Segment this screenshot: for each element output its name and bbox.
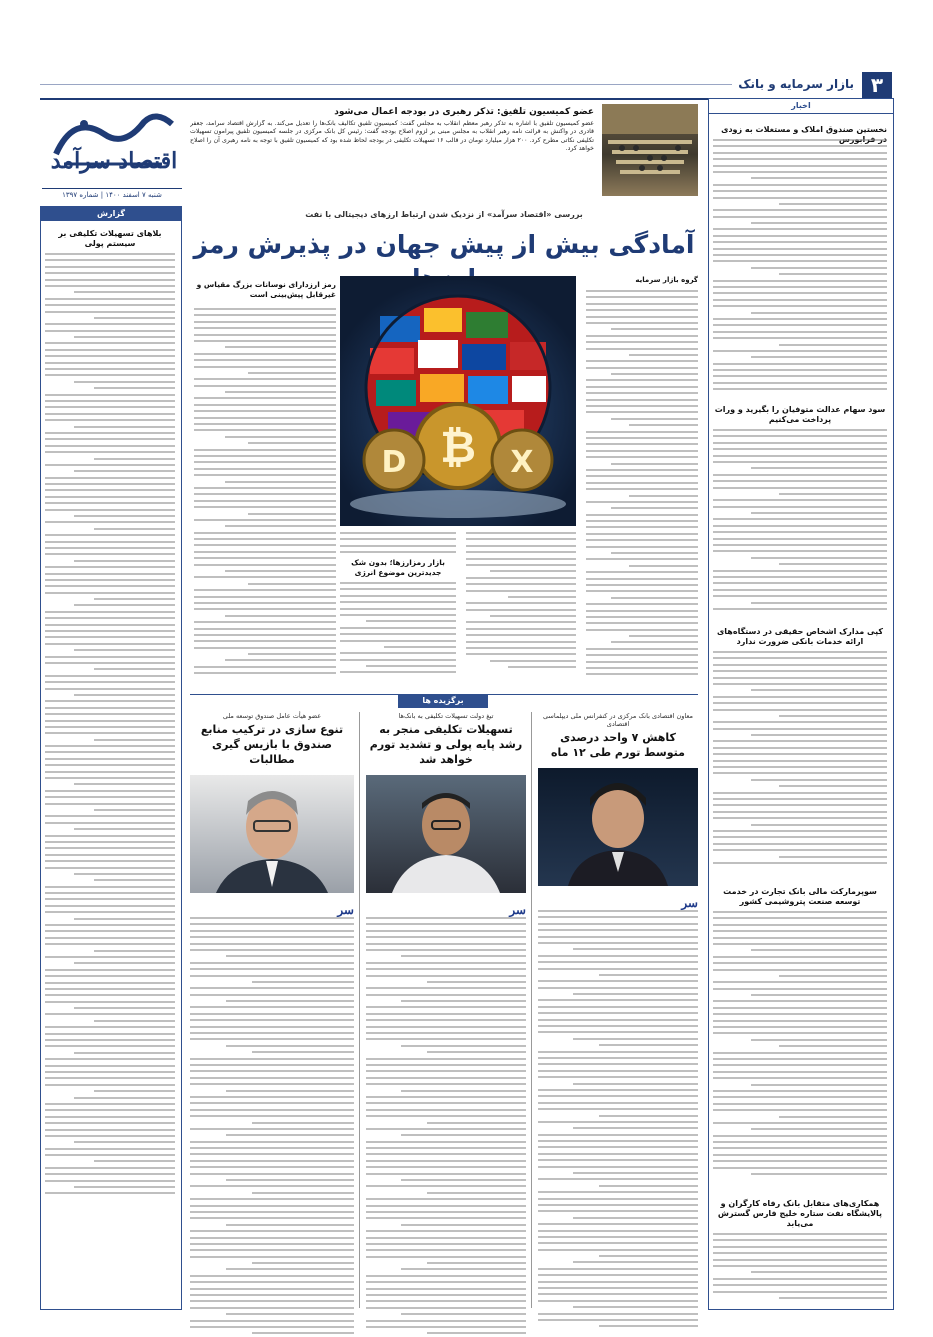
main-story	[190, 206, 698, 686]
featured-kicker: تیغ دولت تسهیلات تکلیفی به بانک‌ها	[398, 712, 494, 720]
featured-body	[538, 910, 698, 1336]
news-column-header: اخبار	[709, 99, 893, 114]
main-body-col-3	[466, 532, 576, 678]
top-story	[190, 104, 698, 200]
featured-body	[190, 917, 354, 1337]
column-divider	[359, 712, 360, 1308]
report-body	[45, 253, 175, 1305]
section-header	[40, 72, 892, 100]
main-headline: آمادگی بیش از پیش جهان در پذیرش رمز	[193, 230, 695, 259]
byline: گروه بازار سرمایه	[635, 276, 698, 284]
main-subhead-1: رمز ارزدارای نوسانات بزرگ مقیاس و غیرقابل پیش‌بینی است	[196, 280, 336, 299]
newspaper-logo	[44, 104, 184, 182]
logo-text: اقتصاد سرآمد	[50, 148, 178, 174]
news-item-title: نخستین صندوق املاک و مستغلات به زودی	[721, 125, 887, 134]
featured-title: تسهیلات تکلیفی منجر به رشد پایه پولی و تشدید تورم خواهد شد	[369, 723, 523, 766]
report-column-header: گزارش	[41, 207, 181, 221]
speaker-portrait	[538, 768, 698, 886]
sar-amad-mark-icon: سر	[681, 896, 698, 910]
news-item-title: همکاری‌های متقابل بانک رفاه کارگران و پالایشگاه نفت ستاره خلیج فارس گسترش می‌یابد	[717, 1199, 883, 1228]
featured-kicker: معاون اقتصادی بانک مرکزی در کنفرانس ملی دیپلماسی اقتصادی	[542, 712, 694, 728]
featured-label: برگزیده ها	[398, 694, 488, 708]
svg-text:X: X	[510, 445, 534, 480]
parliament-image	[602, 104, 698, 196]
speaker-portrait	[366, 775, 526, 893]
featured-title: کاهش ۷ واحد درصدی متوسط تورم طی ۱۲ ماه	[551, 731, 685, 759]
news-item-title: سود سهام عدالت متوفیان را بگیرید و ورات پرداخت می‌کنیم	[714, 405, 886, 424]
featured-photo	[366, 775, 526, 893]
featured-item	[366, 712, 526, 1310]
news-item-title: کپی مدارک اشخاص حقیقی در دستگاه‌های ارائه خدمات بانکی ضرورت ندارد	[716, 627, 884, 646]
featured-photo	[190, 775, 354, 893]
dash-coin-icon	[364, 430, 424, 490]
featured-item	[190, 712, 354, 1310]
main-body-col-4-wrap	[340, 532, 456, 678]
bitcoin-coin-icon	[416, 404, 500, 488]
report-title: بلاهای تسهیلات تکلیفی بر سیستم پولی	[58, 229, 162, 248]
news-item-body	[713, 429, 887, 615]
speaker-portrait	[190, 775, 354, 893]
top-story-title: عضو کمیسیون تلفیق: تذکر رهبری در بودجه اعمال می‌شود	[334, 107, 594, 117]
news-item-title: سوپرمارکت مالی بانک تجارت در خدمت توسعه صنعت پتروشیمی کشور	[723, 887, 877, 906]
news-item-body	[713, 651, 887, 875]
section-title: بازار سرمایه و بانک	[738, 77, 854, 91]
featured-header	[190, 694, 698, 709]
news-item-body	[713, 1233, 887, 1305]
sar-amad-mark-icon: سر	[337, 903, 354, 917]
featured-body	[366, 917, 526, 1337]
report-column	[40, 206, 182, 1310]
news-column	[708, 98, 894, 1310]
main-body-col-1	[586, 290, 698, 678]
page-number: ۳	[862, 72, 892, 98]
featured-section	[190, 694, 698, 1310]
top-story-body: عضو کمیسیون تلفیق با اشاره به تذکر رهبر معظم انقلاب به مجلس گفت: کمیسیون تلفیق تکالیف بانک‌ها را تعدیل می‌کند. به گزارش اقتصاد سرآمد، جعفر قادری در واکنش به قرائت نامه رهبر انقلاب به مجلس مبنی بر لزوم اصلاح بودجه گفت: رئیس کل بانک مرکزی در جلسه کمیسیون تلفیق پیرامون تسهیلات تکلیفی نکاتی مطرح کرد. ۲۰۰ هزار میلیارد تومان در قالب ۱۶ تسهیلات تکلیفی در بودجه لحاظ شده بود که کمیسیون تلفیق با توجه به نامه رهبری آن را اصلاح خواهد کرد.	[190, 120, 594, 153]
parliament-photo	[602, 104, 698, 196]
main-body-col-2	[194, 308, 336, 678]
date-line: شنبه ۷ اسفند ۱۴۰۰ | شماره ۱۳۹۷	[42, 188, 182, 199]
news-item-body	[713, 911, 887, 1187]
news-item-body	[713, 139, 887, 397]
column-divider	[531, 712, 532, 1308]
header-rule	[40, 84, 732, 85]
svg-text:D: D	[381, 445, 407, 480]
svg-text:₿: ₿	[440, 422, 476, 473]
featured-kicker: عضو هیأت عامل صندوق توسعه ملی	[222, 712, 322, 720]
sar-amad-mark-icon: سر	[509, 903, 526, 917]
crypto-globe-image	[340, 276, 576, 526]
ripple-coin-icon	[492, 430, 552, 490]
featured-item	[538, 712, 698, 1310]
main-body-col-4a	[340, 532, 456, 556]
featured-photo	[538, 768, 698, 886]
featured-title: تنوع سازی در ترکیب منابع صندوق با بازیس گیری مطالبات	[200, 723, 344, 766]
main-subhead-2: بازار رمزارزها؛ بدون شک جدیدترین موضوع انرژی	[351, 558, 445, 577]
globe-illustration	[340, 276, 576, 526]
main-kicker: بررسی «اقتصاد سرآمد» از نزدیک شدن ارتباط ارزهای دیجیتالی با نفت	[305, 210, 583, 219]
main-body-col-4b	[340, 582, 456, 678]
